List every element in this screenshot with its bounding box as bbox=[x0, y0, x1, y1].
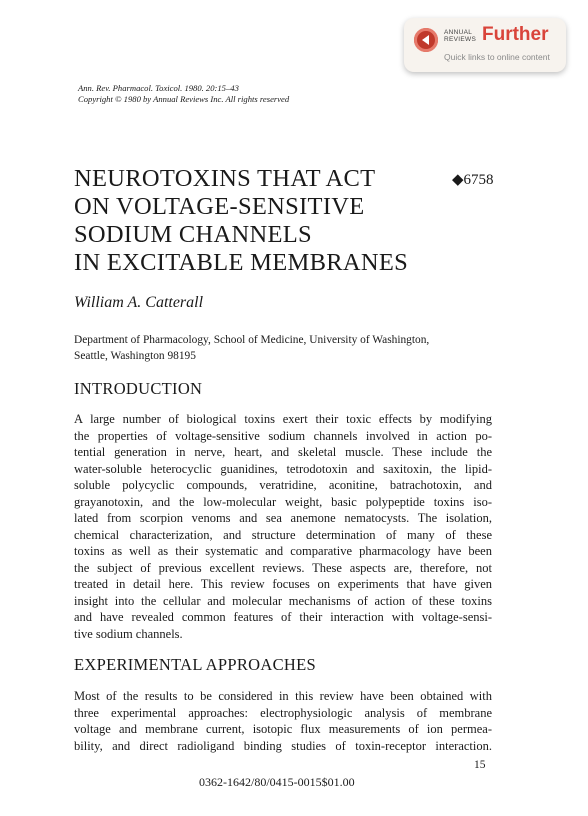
issn-line: 0362-1642/80/0415-0015$01.00 bbox=[199, 775, 355, 789]
affiliation: Department of Pharmacology, School of Medicine, University of Washington, Seattle, Washington 98195 bbox=[74, 334, 430, 362]
section-heading-experimental-approaches: EXPERIMENTAL APPROACHES bbox=[74, 655, 316, 674]
badge-subtitle: Quick links to online content bbox=[444, 52, 550, 62]
article-code: ◆6758 bbox=[452, 172, 494, 188]
experimental-paragraph: Most of the results to be considered in this review have been obtained with three experimental approaches: electrophysiologic analysis of membrane voltage and membrane current, isotopic flux measurements of ion permea- bility, and direct radioligand binding studies of toxin-receptor interaction. bbox=[74, 689, 492, 753]
arrow-left-icon bbox=[414, 28, 438, 52]
author-name: William A. Catterall bbox=[74, 294, 204, 311]
page-number: 15 bbox=[474, 759, 486, 771]
badge-publisher: ANNUAL REVIEWS bbox=[444, 29, 477, 43]
further-badge[interactable] bbox=[404, 18, 566, 72]
article-title: NEUROTOXINS THAT ACT ON VOLTAGE-SENSITIVE SODIUM CHANNELS IN EXCITABLE MEMBRANES bbox=[74, 165, 409, 276]
citation: Ann. Rev. Pharmacol. Toxicol. 1980. 20:15–43 Copyright © 1980 by Annual Reviews Inc. All rights reserved bbox=[78, 83, 290, 104]
section-heading-introduction: INTRODUCTION bbox=[74, 379, 203, 398]
badge-further-label: Further bbox=[482, 24, 549, 45]
introduction-paragraph: A large number of biological toxins exert their toxic effects by modifying the properties of voltage-sensitive sodium channels involved in action po- tential generation in nerve, heart, and skeletal muscle. These include the water-soluble heterocyclic guanidines, tetrodotoxin and saxitoxin, the lipid- soluble polycyclic compounds, veratridine, aconitine, batrachotoxin, and grayanotoxin, and the low-molecular weight, basic polypeptide toxins iso- lated from scorpion venoms and sea anemone nematocysts. The isolation, chemical characterization, and structure determination of many of these toxins as well as their systematic and comparative pharmacology have been the subject of previous excellent reviews. These aspects are, therefore, not treated in detail here. This review focuses on experiments that have given insight into the cellular and molecular mechanisms of action of these toxins and have revealed common features of their interaction with voltage-sensi- tive sodium channels. bbox=[74, 412, 492, 641]
